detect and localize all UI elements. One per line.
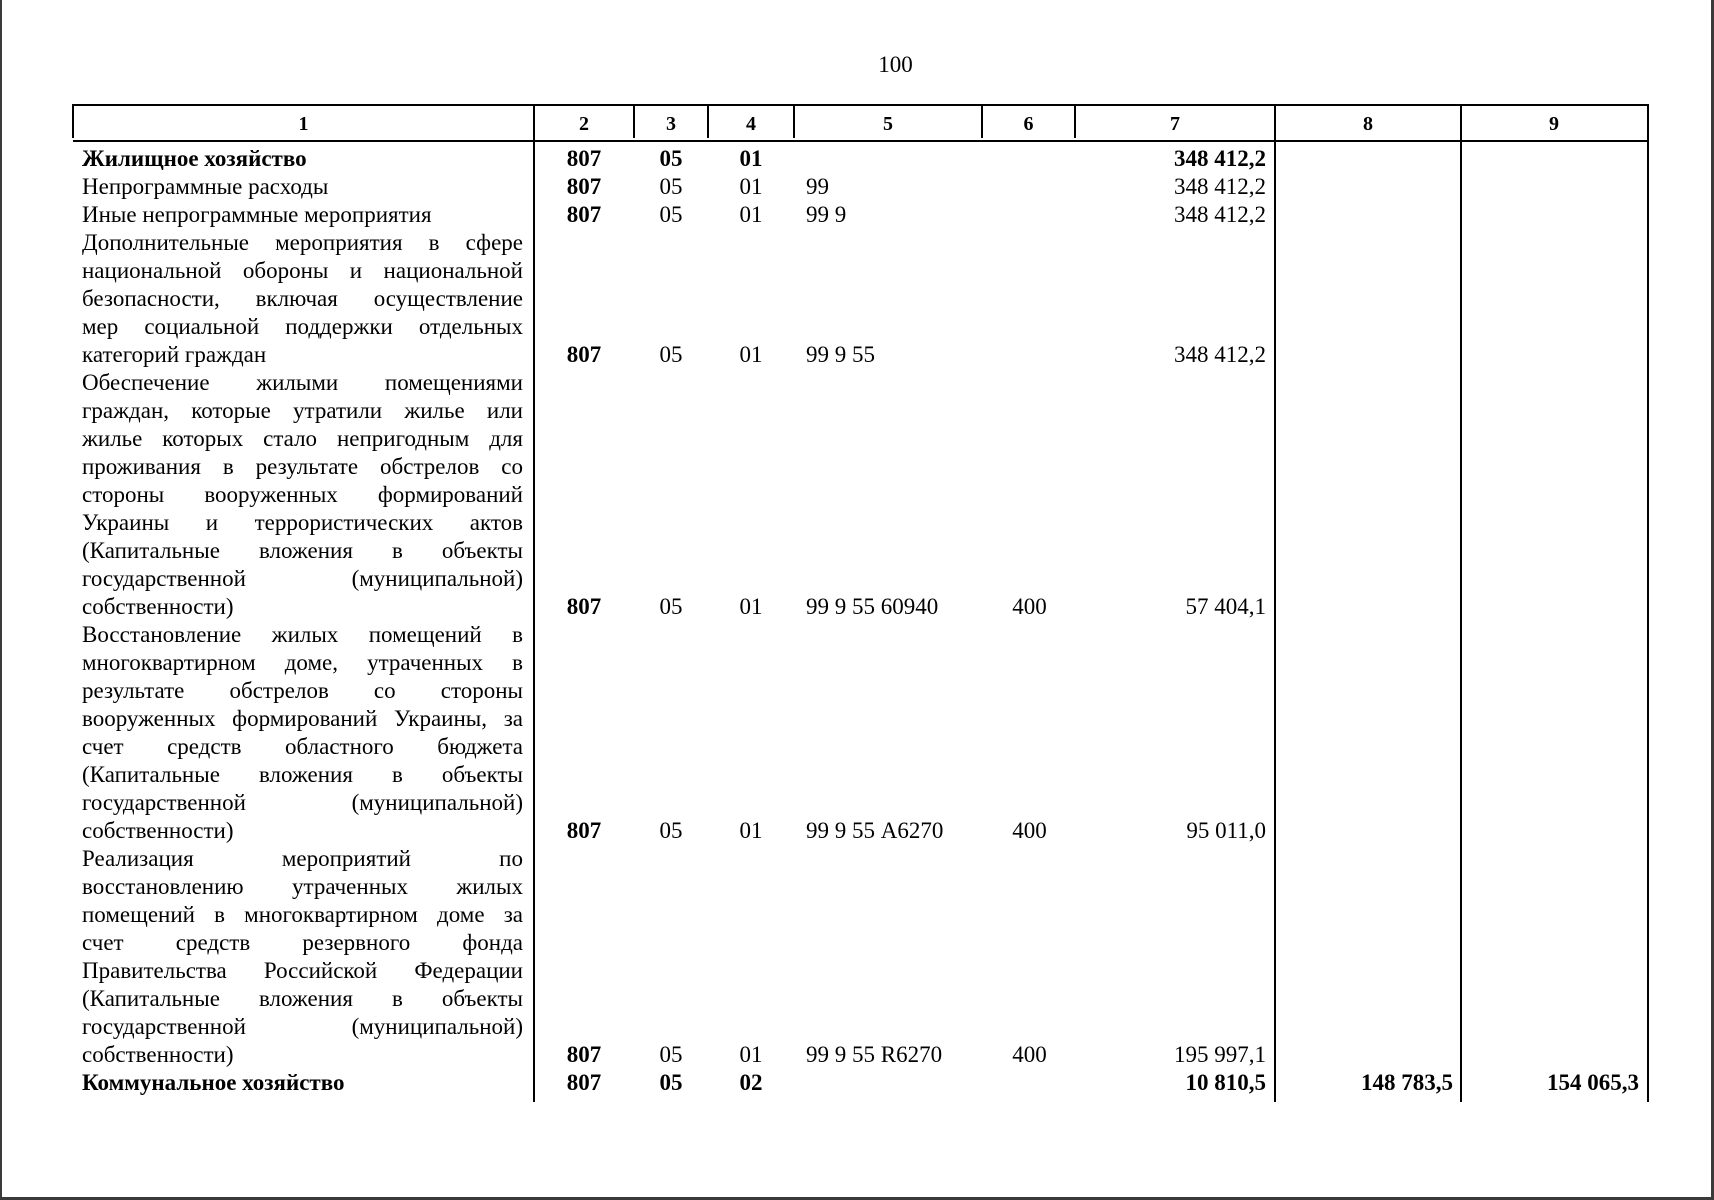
table-row <box>0 369 1714 621</box>
description-line: проживания в результате обстрелов со <box>82 454 523 479</box>
cell-column-3: 05 <box>659 342 683 367</box>
cell-column-3: 05 <box>659 146 683 171</box>
cell-column-5: 99 9 55 R6270 <box>806 1042 943 1067</box>
cell-column-4: 02 <box>739 1070 763 1095</box>
column-rule <box>72 104 74 138</box>
cell-column-7: 348 412,2 <box>1174 342 1266 367</box>
cell-column-5: 99 <box>806 174 829 199</box>
cell-column-5: 99 9 55 <box>806 342 875 367</box>
description-line: собственности) <box>82 594 234 619</box>
row-description <box>82 1069 523 1097</box>
description-line: Коммунальное хозяйство <box>82 1070 345 1095</box>
table-row <box>0 173 1714 201</box>
column-header-4: 4 <box>746 113 756 135</box>
column-rule <box>793 104 795 138</box>
cell-column-7: 195 997,1 <box>1174 1042 1266 1067</box>
column-header-9: 9 <box>1549 113 1559 135</box>
column-rule <box>633 104 635 138</box>
description-line: Реализация мероприятий по <box>82 846 523 871</box>
description-line: стороны вооруженных формирований <box>82 482 523 507</box>
cell-column-7: 10 810,5 <box>1185 1070 1266 1095</box>
description-line: Иные непрограммные мероприятия <box>82 202 432 227</box>
description-line: Непрограммные расходы <box>82 174 329 199</box>
row-description <box>82 621 523 845</box>
description-line: Дополнительные мероприятия в сфере <box>82 230 523 255</box>
description-line: счет средств резервного фонда <box>82 930 523 955</box>
cell-column-2: 807 <box>566 146 602 171</box>
cell-column-8: 148 783,5 <box>1361 1070 1453 1095</box>
table-row <box>0 621 1714 845</box>
column-header-8: 8 <box>1363 113 1373 135</box>
description-line: национальной обороны и национальной <box>82 258 523 283</box>
cell-column-9: 154 065,3 <box>1547 1070 1639 1095</box>
cell-column-5: 99 9 55 60940 <box>806 594 939 619</box>
cell-column-3: 05 <box>659 174 683 199</box>
row-description <box>82 845 523 1069</box>
description-line: категорий граждан <box>82 342 267 367</box>
description-line: (Капитальные вложения в объекты <box>82 762 523 787</box>
table-header <box>73 104 1649 142</box>
cell-column-5: 99 9 <box>806 202 847 227</box>
cell-column-3: 05 <box>659 1042 683 1067</box>
description-line: счет средств областного бюджета <box>82 734 523 759</box>
cell-column-4: 01 <box>739 202 763 227</box>
description-line: государственной (муниципальной) <box>82 566 523 591</box>
column-header-2: 2 <box>579 113 589 135</box>
description-line: собственности) <box>82 1042 234 1067</box>
cell-column-5: 99 9 55 А6270 <box>806 818 944 843</box>
cell-column-3: 05 <box>659 818 683 843</box>
description-line: многоквартирном доме, утраченных в <box>82 650 523 675</box>
description-line: Восстановление жилых помещений в <box>82 622 523 647</box>
row-description <box>82 173 523 201</box>
description-line: Правительства Российской Федерации <box>82 958 523 983</box>
description-line: государственной (муниципальной) <box>82 1014 523 1039</box>
cell-column-2: 807 <box>566 594 602 619</box>
column-rule <box>1074 104 1076 138</box>
column-rule <box>707 104 709 138</box>
page-number: 100 <box>878 52 913 77</box>
cell-column-3: 05 <box>659 202 683 227</box>
description-line: Жилищное хозяйство <box>82 146 307 171</box>
cell-column-4: 01 <box>739 594 763 619</box>
cell-column-3: 05 <box>659 1070 683 1095</box>
table-row <box>0 145 1714 173</box>
cell-column-6: 400 <box>1012 818 1047 843</box>
cell-column-7: 95 011,0 <box>1186 818 1266 843</box>
row-description <box>82 369 523 621</box>
description-line: результате обстрелов со стороны <box>82 678 523 703</box>
row-description <box>82 229 523 369</box>
cell-column-2: 807 <box>566 174 602 199</box>
cell-column-4: 01 <box>739 1042 763 1067</box>
description-line: жилье которых стало непригодным для <box>82 426 523 451</box>
cell-column-6: 400 <box>1012 1042 1047 1067</box>
description-line: мер социальной поддержки отдельных <box>82 314 523 339</box>
column-header-1: 1 <box>298 113 309 135</box>
cell-column-7: 348 412,2 <box>1174 146 1266 171</box>
table-row <box>0 229 1714 369</box>
table-row <box>0 201 1714 229</box>
cell-column-7: 57 404,1 <box>1185 594 1266 619</box>
column-header-5: 5 <box>883 113 893 135</box>
column-header-6: 6 <box>1023 113 1034 135</box>
column-header-3: 3 <box>666 113 676 135</box>
cell-column-4: 01 <box>739 818 763 843</box>
cell-column-6: 400 <box>1012 594 1047 619</box>
description-line: государственной (муниципальной) <box>82 790 523 815</box>
cell-column-2: 807 <box>566 1042 602 1067</box>
cell-column-2: 807 <box>566 342 602 367</box>
cell-column-7: 348 412,2 <box>1174 202 1266 227</box>
column-rule <box>981 104 983 138</box>
description-line: безопасности, включая осуществление <box>82 286 523 311</box>
description-line: Обеспечение жилыми помещениями <box>82 370 523 395</box>
row-description <box>82 145 523 173</box>
table-row <box>0 845 1714 1069</box>
cell-column-4: 01 <box>739 342 763 367</box>
description-line: Украины и террористических актов <box>82 510 523 535</box>
description-line: помещений в многоквартирном доме за <box>82 902 523 927</box>
description-line: восстановлению утраченных жилых <box>82 874 523 899</box>
description-line: граждан, которые утратили жилье или <box>82 398 523 423</box>
row-description <box>82 201 523 229</box>
cell-column-2: 807 <box>566 202 602 227</box>
cell-column-2: 807 <box>566 1070 602 1095</box>
description-line: вооруженных формирований Украины, за <box>82 706 523 731</box>
table-row <box>0 1069 1714 1097</box>
description-line: (Капитальные вложения в объекты <box>82 538 523 563</box>
cell-column-3: 05 <box>659 594 683 619</box>
cell-column-4: 01 <box>739 146 763 171</box>
description-line: собственности) <box>82 818 234 843</box>
description-line: (Капитальные вложения в объекты <box>82 986 523 1011</box>
column-header-7: 7 <box>1170 113 1180 135</box>
cell-column-7: 348 412,2 <box>1174 174 1266 199</box>
cell-column-4: 01 <box>739 174 763 199</box>
cell-column-2: 807 <box>566 818 602 843</box>
